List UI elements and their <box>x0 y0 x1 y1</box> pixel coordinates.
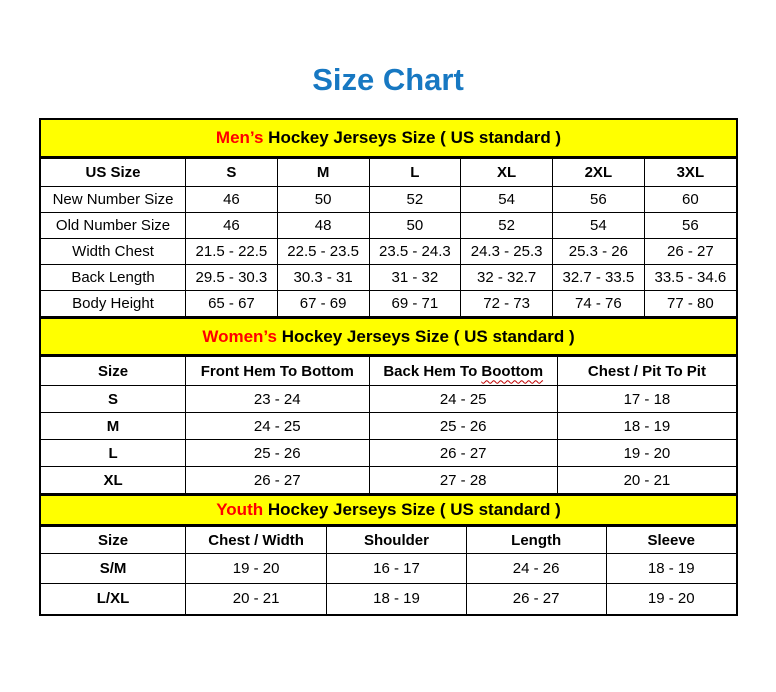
row-label: Body Height <box>41 291 186 317</box>
womens-banner-text: Hockey Jerseys Size ( US standard ) <box>276 326 575 346</box>
mens-banner-text: Hockey Jerseys Size ( US standard ) <box>263 128 562 147</box>
table-cell: 56 <box>644 213 736 239</box>
table-cell: 20 - 21 <box>186 584 327 614</box>
table-cell: 60 <box>644 187 736 213</box>
mens-header-row <box>41 159 736 187</box>
youth-banner-text: Hockey Jerseys Size ( US standard ) <box>263 500 561 519</box>
column-header: US Size <box>41 159 186 187</box>
section-youth <box>41 494 736 614</box>
youth-section-banner <box>41 494 736 526</box>
womens-banner-highlight: Women’s <box>202 326 277 346</box>
section-womens <box>41 317 736 494</box>
table-row <box>41 413 736 440</box>
youth-banner-highlight: Youth <box>216 500 264 519</box>
column-header: XL <box>461 159 553 187</box>
table-cell: 27 - 28 <box>369 467 557 494</box>
table-cell: 21.5 - 22.5 <box>186 239 278 265</box>
column-header: Size <box>41 527 186 554</box>
table-cell: 19 - 20 <box>606 584 736 614</box>
row-label: Old Number Size <box>41 213 186 239</box>
row-label: S <box>41 386 186 413</box>
table-cell: 26 - 27 <box>644 239 736 265</box>
table-cell: 69 - 71 <box>369 291 461 317</box>
table-cell: 23 - 24 <box>186 386 369 413</box>
table-cell: 65 - 67 <box>186 291 278 317</box>
row-label: L <box>41 440 186 467</box>
row-label: XL <box>41 467 186 494</box>
table-row <box>41 440 736 467</box>
womens-header-row <box>41 357 736 386</box>
table-cell: 24.3 - 25.3 <box>461 239 553 265</box>
table-cell: 20 - 21 <box>557 467 736 494</box>
table-cell: 26 - 27 <box>186 467 369 494</box>
table-cell: 25 - 26 <box>186 440 369 467</box>
table-cell: 22.5 - 23.5 <box>277 239 369 265</box>
row-label: Back Length <box>41 265 186 291</box>
table-cell: 50 <box>277 187 369 213</box>
table-cell: 56 <box>552 187 644 213</box>
table-cell: 18 - 19 <box>327 584 467 614</box>
row-label: L/XL <box>41 584 186 614</box>
table-cell: 46 <box>186 187 278 213</box>
table-row <box>41 584 736 614</box>
table-cell: 32.7 - 33.5 <box>552 265 644 291</box>
table-cell: 19 - 20 <box>557 440 736 467</box>
table-cell: 77 - 80 <box>644 291 736 317</box>
column-header: Chest / Pit To Pit <box>557 357 736 386</box>
table-row <box>41 386 736 413</box>
column-header: Chest / Width <box>186 527 327 554</box>
table-cell: 25 - 26 <box>369 413 557 440</box>
table-row <box>41 239 736 265</box>
row-label: New Number Size <box>41 187 186 213</box>
mens-table <box>41 158 736 317</box>
table-row <box>41 291 736 317</box>
table-cell: 74 - 76 <box>552 291 644 317</box>
table-cell: 19 - 20 <box>186 554 327 584</box>
misspelled-word: Boottom <box>481 362 544 380</box>
table-cell: 24 - 25 <box>369 386 557 413</box>
table-row <box>41 554 736 584</box>
table-cell: 25.3 - 26 <box>552 239 644 265</box>
page-title: Size Chart <box>312 62 464 97</box>
youth-table <box>41 526 736 614</box>
column-header: L <box>369 159 461 187</box>
table-cell: 18 - 19 <box>557 413 736 440</box>
size-chart-table <box>39 118 738 616</box>
table-cell: 18 - 19 <box>606 554 736 584</box>
row-label: Width Chest <box>41 239 186 265</box>
row-label: S/M <box>41 554 186 584</box>
table-cell: 54 <box>461 187 553 213</box>
table-cell: 48 <box>277 213 369 239</box>
table-cell: 29.5 - 30.3 <box>186 265 278 291</box>
table-cell: 26 - 27 <box>466 584 606 614</box>
table-cell: 24 - 26 <box>466 554 606 584</box>
table-cell: 67 - 69 <box>277 291 369 317</box>
table-cell: 50 <box>369 213 461 239</box>
table-row <box>41 467 736 494</box>
column-header: Size <box>41 357 186 386</box>
table-cell: 33.5 - 34.6 <box>644 265 736 291</box>
youth-header-row <box>41 527 736 554</box>
mens-banner-highlight: Men’s <box>215 128 264 147</box>
column-header: 2XL <box>552 159 644 187</box>
column-header: S <box>186 159 278 187</box>
column-header-text: Back Hem To <box>383 362 482 380</box>
column-header: Front Hem To Bottom <box>186 357 369 386</box>
column-header: Length <box>466 527 606 554</box>
table-cell: 31 - 32 <box>369 265 461 291</box>
table-cell: 26 - 27 <box>369 440 557 467</box>
table-cell: 30.3 - 31 <box>277 265 369 291</box>
table-cell: 72 - 73 <box>461 291 553 317</box>
table-cell: 46 <box>186 213 278 239</box>
table-row <box>41 265 736 291</box>
table-cell: 52 <box>461 213 553 239</box>
table-row <box>41 187 736 213</box>
table-cell: 54 <box>552 213 644 239</box>
table-cell: 16 - 17 <box>327 554 467 584</box>
table-cell: 24 - 25 <box>186 413 369 440</box>
table-cell: 32 - 32.7 <box>461 265 553 291</box>
column-header: Sleeve <box>606 527 736 554</box>
womens-table <box>41 356 736 494</box>
table-cell: 17 - 18 <box>557 386 736 413</box>
column-header: 3XL <box>644 159 736 187</box>
row-label: M <box>41 413 186 440</box>
table-cell: 23.5 - 24.3 <box>369 239 461 265</box>
column-header <box>369 357 557 386</box>
section-mens <box>41 120 736 317</box>
table-row <box>41 213 736 239</box>
table-cell: 52 <box>369 187 461 213</box>
womens-section-banner <box>41 317 736 356</box>
column-header: Shoulder <box>327 527 467 554</box>
column-header: M <box>277 159 369 187</box>
mens-section-banner <box>41 120 736 158</box>
